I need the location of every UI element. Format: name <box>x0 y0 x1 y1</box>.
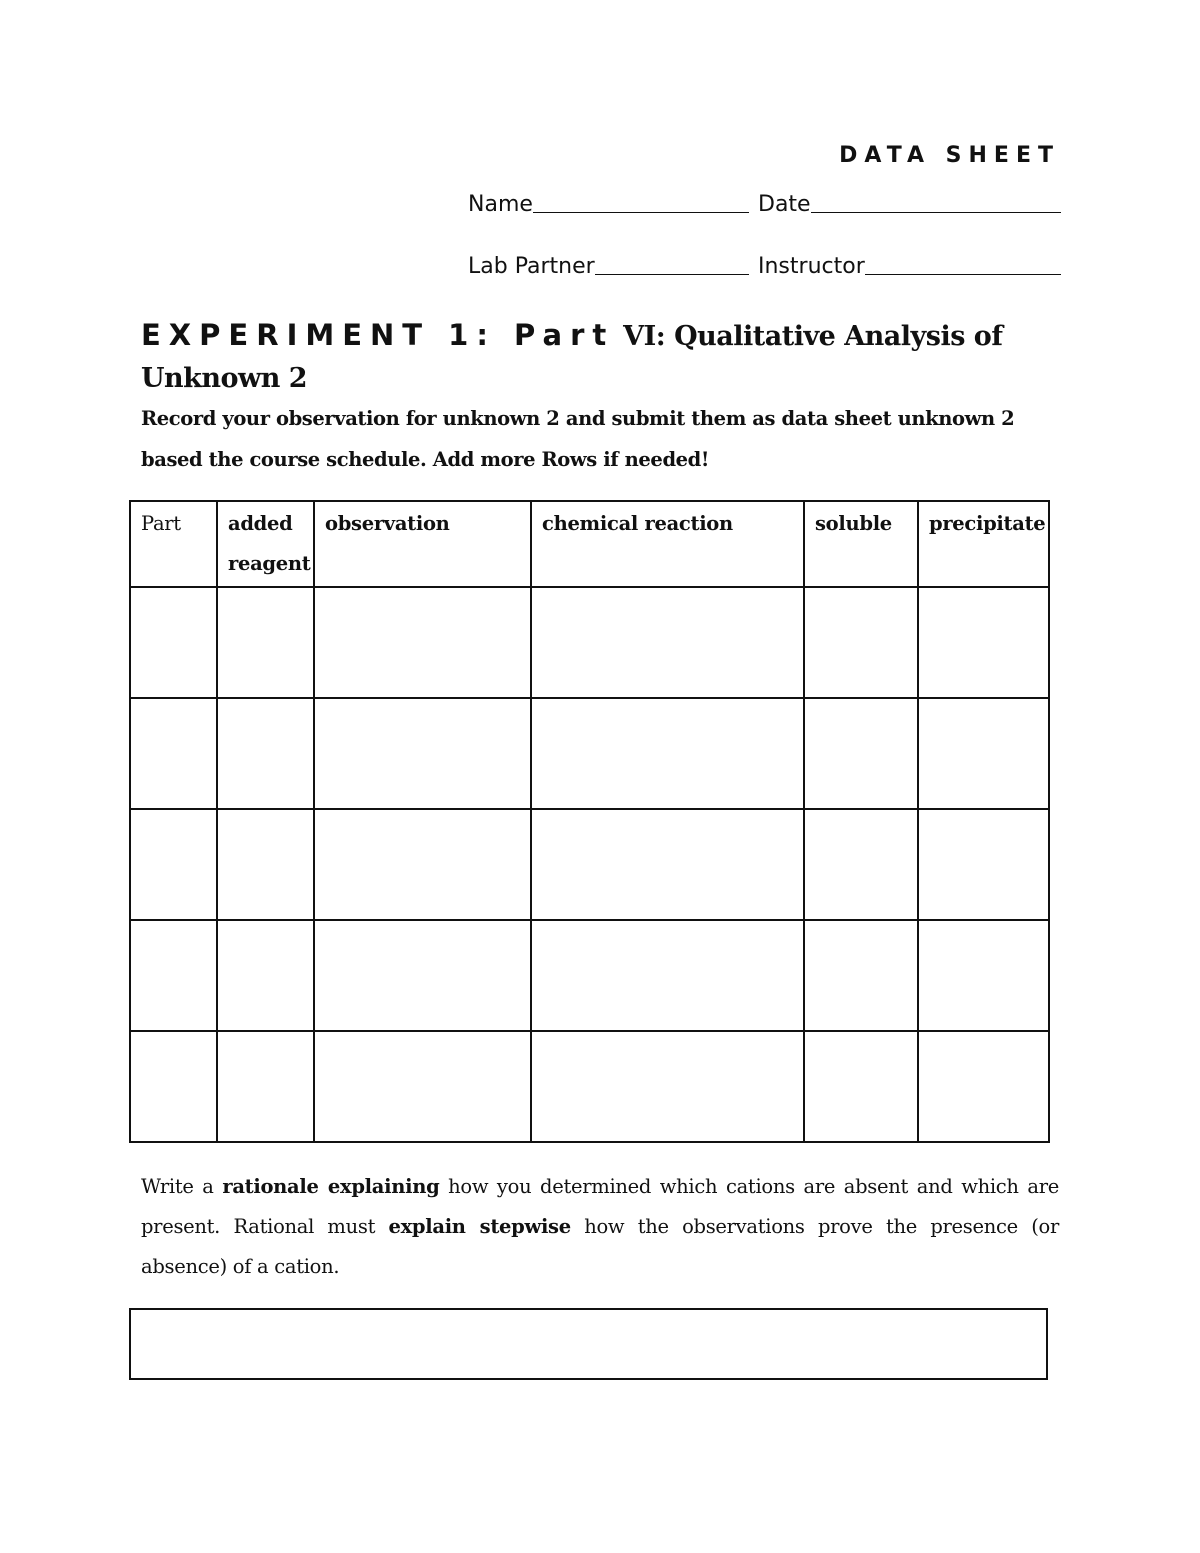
table-cell[interactable] <box>217 587 314 698</box>
instructor-blank-line[interactable] <box>865 252 1061 275</box>
column-header-added-reagent: added reagent <box>217 501 314 587</box>
table-cell[interactable] <box>217 920 314 1031</box>
rationale-instructions <box>141 1167 1059 1287</box>
table-cell[interactable] <box>217 698 314 809</box>
column-header-chemical-reaction: chemical reaction <box>531 501 804 587</box>
lab-partner-field[interactable] <box>468 252 749 279</box>
rationale-text-2: how you determined which cations are absent and which are present. Rational must <box>141 1175 1059 1238</box>
rationale-answer-box[interactable] <box>129 1308 1048 1380</box>
lab-partner-label: Lab Partner <box>468 254 595 279</box>
table-cell[interactable] <box>531 920 804 1031</box>
table-cell[interactable] <box>804 1031 918 1142</box>
name-date-row <box>468 190 1061 217</box>
table-cell[interactable] <box>217 1031 314 1142</box>
table-row <box>130 698 1049 809</box>
table-cell[interactable] <box>918 809 1049 920</box>
table-cell[interactable] <box>130 809 217 920</box>
column-header-observation: observation <box>314 501 531 587</box>
experiment-title: VI: Qualitative Analysis of Unknown 2 <box>141 321 1003 394</box>
experiment-prefix: EXPERIMENT 1: Part <box>141 318 615 352</box>
name-label: Name <box>468 192 533 217</box>
name-field[interactable] <box>468 190 749 217</box>
partner-instructor-row <box>468 252 1061 279</box>
table-header-row <box>130 501 1049 587</box>
table-cell[interactable] <box>314 1031 531 1142</box>
table-cell[interactable] <box>804 809 918 920</box>
rationale-text-3: how the observations prove the presence (or absence) of a cation. <box>141 1215 1060 1278</box>
table-cell[interactable] <box>804 587 918 698</box>
name-blank-line[interactable] <box>533 190 749 213</box>
table-cell[interactable] <box>314 698 531 809</box>
column-header-soluble: soluble <box>804 501 918 587</box>
table-cell[interactable] <box>314 587 531 698</box>
table-cell[interactable] <box>531 698 804 809</box>
rationale-text-1: Write a <box>141 1175 223 1198</box>
instructions-text: Record your observation for unknown 2 and submit them as data sheet unknown 2 based the course schedule. Add more Rows if needed! <box>141 407 1015 471</box>
data-sheet-title: DATA SHEET <box>839 143 1060 168</box>
date-label: Date <box>758 192 811 217</box>
table-cell[interactable] <box>130 587 217 698</box>
experiment-heading <box>141 316 1041 402</box>
date-field[interactable] <box>758 190 1061 217</box>
table-cell[interactable] <box>130 1031 217 1142</box>
instructor-field[interactable] <box>758 252 1061 279</box>
rationale-emphasis-1: rationale explaining <box>222 1175 440 1198</box>
table-cell[interactable] <box>314 809 531 920</box>
table-cell[interactable] <box>314 920 531 1031</box>
table-cell[interactable] <box>531 1031 804 1142</box>
observation-table <box>129 500 1050 1143</box>
column-header-part: Part <box>130 501 217 587</box>
table-cell[interactable] <box>804 698 918 809</box>
table-cell[interactable] <box>918 587 1049 698</box>
table-row <box>130 809 1049 920</box>
table-cell[interactable] <box>531 587 804 698</box>
table-cell[interactable] <box>918 698 1049 809</box>
lab-partner-blank-line[interactable] <box>595 252 749 275</box>
instructor-label: Instructor <box>758 254 865 279</box>
table-cell[interactable] <box>130 920 217 1031</box>
table-cell[interactable] <box>130 698 217 809</box>
column-header-precipitate: precipitate <box>918 501 1049 587</box>
table-row <box>130 920 1049 1031</box>
table-cell[interactable] <box>918 1031 1049 1142</box>
date-blank-line[interactable] <box>811 190 1061 213</box>
table-row <box>130 587 1049 698</box>
table-cell[interactable] <box>531 809 804 920</box>
table-cell[interactable] <box>217 809 314 920</box>
table-row <box>130 1031 1049 1142</box>
table-cell[interactable] <box>804 920 918 1031</box>
table-cell[interactable] <box>918 920 1049 1031</box>
rationale-emphasis-2: explain stepwise <box>388 1215 571 1238</box>
